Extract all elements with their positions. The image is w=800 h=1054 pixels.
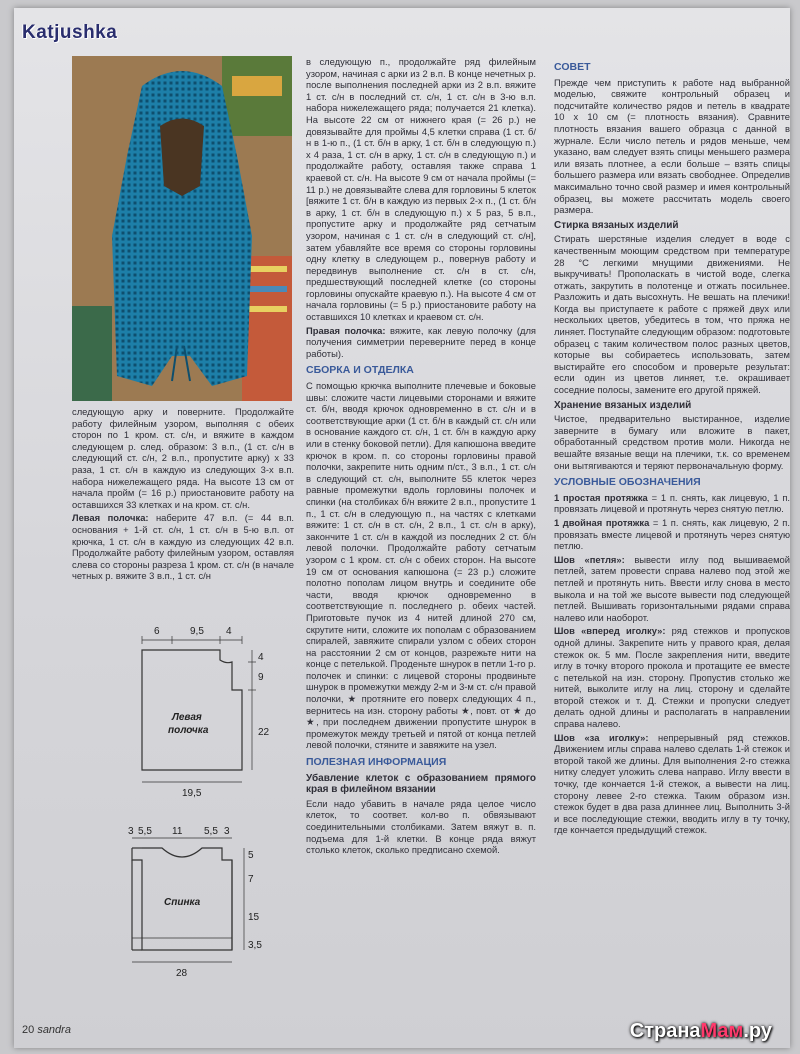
front-top-dim-1: 6 <box>154 626 160 637</box>
back-label: Спинка <box>164 897 201 908</box>
back-right-dim-4: 3,5 <box>248 940 262 951</box>
back-top-dim-2: 5,5 <box>138 826 152 837</box>
front-label-1: Левая <box>172 712 202 723</box>
col1-paragraph-1: следующую арку и поверните. Продолжайте работу филейным узором, выполняя с обеих сторон по 1 кром. ст. с/н, и вяжите в каждом следующем р. след. образом: 3 в.п., (1 ст. с/н в следующий ст. с/н, 2 в.п., пропустите арку) x 33 раза, 1 ст. с/н в каждую из следующих 3-х в.п. набора нижележащего ряда. На высоте 13 см от начала пройм (= 16 р.) приостановите работу на оставшихся 33 клетках и на кром. ст. с/н. <box>72 406 294 510</box>
stitch-forward-text: ряд стежков и пропусков одной длины. Закрепите нить у правого края, делая стежок ок. 5 мм. После закрепления нити, введите иглу в точку второго прокола и протащите ее вместе с петелькой на изн. сторону. Пропустив столько же нитей, выколите иглу на лиц. сторону и сделайте второй стежок и т. Д. Стежки и пропуски следует делать одной длины и располагать в направлении справа налево. <box>554 625 790 730</box>
stitch-forward <box>554 625 790 729</box>
back-top-dim-4: 5,5 <box>204 826 218 837</box>
front-label-2: полочка <box>168 725 209 736</box>
stitch-back-text: непрерывный ряд стежков. Движением иглы справа налево сделать 1-й стежок и второй такой же длины. Для выполнения 2-го стежка нитку следует уложить слева направо. Иглу ввести в точку, где кончается 1-й стежок, а вывести на лиц. сторону левее 2-го стежка. Таким образом изн. стежок будет в два раза длиннее лиц. Выполнить 3-й и все последующие стежки, вводить иглу в ту точку, где кончается предыдущий стежок. <box>554 731 790 836</box>
watermark-bottom-suffix: .ру <box>743 1020 772 1042</box>
column-1 <box>72 406 294 584</box>
pattern-schematics <box>72 620 302 1000</box>
storage-text: Чистое, предварительно выстиранное, изделие заверните в бумагу или вложите в пакет, обработанный средством против моли. Никогда не вешайте вязаные вещи на плечики, т.к. со временем они вытягиваются и теряют первоначальную форму. <box>554 413 790 471</box>
stitch-back-title: Шов «за иголку»: <box>554 731 649 743</box>
wash-heading: Стирка вязаных изделий <box>554 219 679 231</box>
magazine-page <box>14 8 790 1048</box>
back-top-dim-3: 11 <box>172 826 183 837</box>
back-top-dim-1: 3 <box>128 826 134 837</box>
front-top-dim-3: 4 <box>226 626 232 637</box>
symbol-double-slip <box>554 517 790 552</box>
back-right-dim-1: 5 <box>248 850 254 861</box>
assembly-text: С помощью крючка выполните плечевые и боковые швы: сложите части лицевыми сторонами и вяжите ст. б/н, вводя крючок одновременно в ст. с/н и в соответствующие арки (1 ст. б/н в каждый ст. с/н или в основание каждого ст. с/н, 1 ст. б/н в каждую арку или в стенку боковой петли). Для капюшона введите крючок в кром. п. со стороны горловины правой полочки, закрепите нить одним п/ст., 3 в.п., 1 ст. с/н в следующий ст. с/н, выполните 55 клеток через равные промежутки вдоль горловины полочек и спинки (на столбиках б/н вяжите 2 в.п., пропустите 1 п., 1 ст. с/н в следующую п., на частях с клетками вяжите: 1 ст. с/н в ст. с/н, 2 в.п., 1 ст. с/н в арку), закончите 1 ст. с/н в каждой из последних 2 ст. б/н левой полочки. Продолжайте работу сетчатым узором с 1 кром. ст. с/н с обеих сторон. На высоте 19 см от основания капюшона (= 23 р.) сложите полотно пополам лицом внутрь и соедините обе части, вводя крючок одновременно в соответствующие п. последнего р. обеих частей. Приготовьте пучок из 4 нитей длиной 270 см, скрутите нити, сложите их пополам с образованием спиралей, завяжите спирали узлом с обеих сторон на расстоянии 2 см от концов, разрежьте нити на конце с петелькой. Проденьте шнурок в петли 1-го р. полочек и спинки: с лицевой стороны продвиньте шнурок в промежутки между 2-м и 3-м ст. с/н правой полочки, ★ протяните его поверх следующих 4 п., вернитесь на изн. сторону работы ★, повт. от ★ до ★, при последнем движении пропустите шнурок в промежуток между третьей и пятой от конца петлей левой полочки, стяните и завяжите на узел. <box>306 380 536 751</box>
column-3 <box>554 56 790 838</box>
watermark-bottom-main: Страна <box>629 1020 701 1042</box>
magazine-name: sandra <box>37 1024 71 1036</box>
symbol-simple-slip-text: = 1 п. снять, как лицевую, 1 п. провязать лицевой и протянуть через снятую петлю. <box>554 491 790 515</box>
stitch-forward-title: Шов «вперед иголку»: <box>554 625 666 637</box>
watermark-bottom-accent: Мам <box>700 1020 744 1042</box>
useful-info-text: Если надо убавить в начале ряда целое число клеток, то соответ. кол-во п. обвязывают соединительными столбиками. Затем вяжут в. п. подъема для 1-й клетки. В конце ряда вяжут столько клеток, сколько предписано схемой. <box>306 797 536 856</box>
back-right-dim-2: 7 <box>248 874 254 885</box>
advice-heading: СОВЕТ <box>554 61 591 73</box>
stitch-loop <box>554 554 790 624</box>
assembly-heading: СБОРКА И ОТДЕЛКА <box>306 364 414 377</box>
left-front-title: Левая полочка: <box>72 512 149 524</box>
vest-photo <box>72 56 292 401</box>
col1-paragraph-2 <box>72 512 294 582</box>
stitch-loop-title: Шов «петля»: <box>554 553 625 565</box>
back-right-dim-3: 15 <box>248 912 260 923</box>
storage-heading: Хранение вязаных изделий <box>554 399 692 411</box>
front-right-dim-1: 4 <box>258 652 264 663</box>
col2-paragraph-1: в следующую п., продолжайте ряд филейным узором, начиная с арки из 2 в.п. В конце нечетных р. после выполнения последней арки из 2 в.п. вяжите 1 ст. с/н в последний ст. с/н, 1 ст. с/н в 3-ю в.п. набора нижележащего ряда; получается 21 клетка). На высоте 22 см от нижнего края (= 26 р.) не довязывайте для проймы 4,5 клетки справа (1 ст. б/н в 1-ю п., (1 ст. б/н в арку, 1 ст. б/н в следующую п.) x 4 раза, 1 ст. с/н в арку, 1 ст. с/н в следующую п.) и продолжайте работу, оставляя также справа 1 краевой ст. с/н. На высоте 9 см от начала проймы (= 11 р.) не довязывайте слева для горловины 5 клеток [вяжите 1 ст. б/н в каждую из первых 2-х п., (1 ст. б/н в арку, 1 ст. б/н в следующую п.) x 5 раз, 5 в.п., пропустите арку и продолжайте ряд сетчатым узором, начиная с 1 ст. с/н в следующий ст. с/н], затем убавляйте все время со стороны горловины одну клетку в следующем р., повернув работу и передвинув выполнение ст. с/н в ст. с/н, предшествующий последней клетке (со стороны горловины опускайте краевую п.). На высоте 4 см от начала горловины (= 5 р.) приостановите работу на оставшихся 10 клетках и краевом ст. с/н. <box>306 56 536 323</box>
right-front-title: Правая полочка: <box>306 324 386 336</box>
front-right-dim-3: 22 <box>258 727 270 738</box>
symbol-simple-slip-title: 1 простая протяжка <box>554 491 648 503</box>
watermark-bottom <box>630 1020 772 1043</box>
symbols-heading: УСЛОВНЫЕ ОБОЗНАЧЕНИЯ <box>554 476 701 489</box>
useful-info-subheading: Убавление клеток с образованием прямого края в филейном вязании <box>306 772 536 796</box>
stitch-loop-text: вывести иглу под вышиваемой петлей, затем провести справа налево под этой же петлей и протянуть нить. Ввести иглу снова в место выкола и на той же высоте вывести под следующей петлей. Вышивать горизонтальными рядами справа налево или наоборот. <box>554 553 790 623</box>
front-right-dim-2: 9 <box>258 672 264 683</box>
back-bottom-dim: 28 <box>176 968 188 979</box>
advice-text: Прежде чем приступить к работе над выбранной моделью, свяжите контрольный образец и подсчитайте количество рядов и петель в квадрате 10 x 10 см (= плотность вязания). Сравните плотность вязания вашего образца с данной в журнале. Если число петель и рядов меньше, чем указано, вам следует взять спицы меньшего размера или вязать плотнее, а если больше – взять спицы большего размера или вязать свободнее. Определив максимально точно свой размер и имея контрольный образец, вы можете рассчитать модель своего размера. <box>554 76 790 216</box>
front-bottom-dim: 19,5 <box>182 788 202 799</box>
wash-text: Стирать шерстяные изделия следует в воде с качественным моющим средством при температуре 28 °С легкими мнущими движениями. Не выкручивать! Прополаскать в чистой воде, слегка отжать, закрутить в полотенце и отжать посильнее. Разложить и дать высохнуть. Не вешать на плечики! Когда вы приступаете к работе с пряжей двух или нескольких цветов, убедитесь в том, что пряжа не линяет. Поступайте следующим образом: подготовьте образец с таким количеством полос разных цветов, которые вы собираетесь использовать, затем выстирайте его способом и проверьте результат: если один из цветов линяет, т.е. окрашивает соседние полосы, замените его другой пряжей. <box>554 233 790 396</box>
watermark-top: Katjushka <box>22 22 118 43</box>
right-front-text: вяжите, как левую полочку (для получения симметрии переверните перед в конце работы). <box>306 324 536 359</box>
left-front-outline <box>142 650 242 770</box>
column-2 <box>306 56 536 858</box>
symbol-simple-slip <box>554 492 790 515</box>
page-number: 20 <box>22 1024 35 1036</box>
col2-paragraph-2 <box>306 325 536 360</box>
back-top-dim-5: 3 <box>224 826 230 837</box>
useful-info-heading: ПОЛЕЗНАЯ ИНФОРМАЦИЯ <box>306 756 447 769</box>
stitch-back <box>554 732 790 836</box>
left-front-text: наберите 47 в.п. (= 44 в.п. основания + 1-й ст. с/н, 1 ст. с/н в 5-ю в.п. от крючка, 1 ст. с/н в каждую из следующих 42 в.п. Продолжайте работу филейным узором, оставляя слева со стороны разреза 1 кром. ст. с/н (в начале четных р. вяжите 3 в.п., 1 ст. с/н <box>72 512 295 582</box>
front-top-dim-2: 9,5 <box>190 626 204 637</box>
page-footer <box>22 1024 71 1036</box>
symbol-double-slip-text: = 1 п. снять, как лицевую, 2 п. провязать вместе лицевой и протянуть через снятую петлю. <box>554 516 790 552</box>
vest-illustration <box>72 56 292 401</box>
symbol-double-slip-title: 1 двойная протяжка <box>554 516 650 528</box>
